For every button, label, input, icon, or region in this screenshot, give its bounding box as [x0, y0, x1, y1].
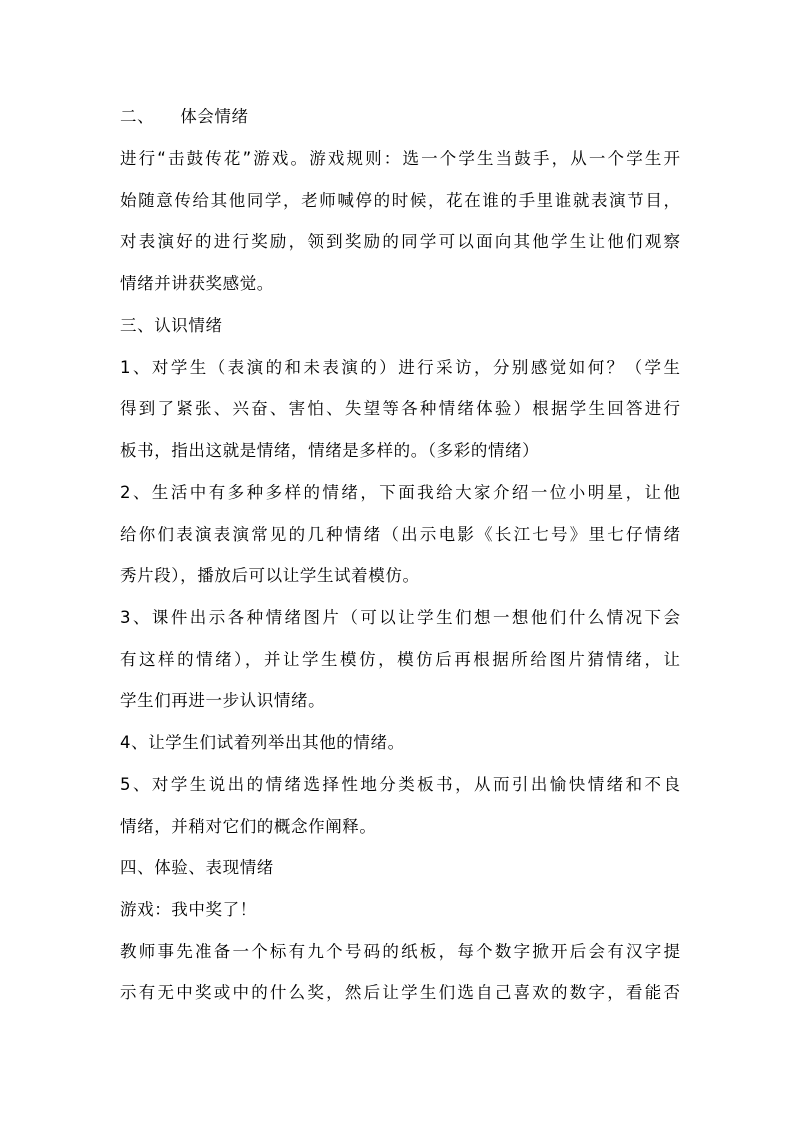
- list-item-line: 3、课件出示各种情绪图片（可以让学生们想一想他们什么情况下会: [120, 608, 680, 627]
- section-3-heading: 三、认识情绪: [120, 316, 223, 335]
- paragraph-line: 进行“击鼓传花”游戏。游戏规则：选一个学生当鼓手，从一个学生开: [120, 149, 680, 168]
- section-2-heading: [120, 106, 680, 128]
- list-item-line: 5、对学生说出的情绪选择性地分类板书，从而引出愉快情绪和不良: [120, 775, 680, 794]
- list-item-line: 情绪，并稍对它们的概念作阐释。: [120, 817, 377, 836]
- list-item-line: 4、让学生们试着列举出其他的情绪。: [120, 733, 405, 752]
- paragraph-line: 对表演好的进行奖励，领到奖励的同学可以面向其他学生让他们观察: [120, 232, 680, 251]
- paragraph-line: 示有无中奖或中的什么奖，然后让学生们选自己喜欢的数字，看能否: [120, 983, 680, 1002]
- paragraph-line: 情绪并讲获奖感觉。: [120, 274, 274, 293]
- list-item-line: 2、生活中有多种多样的情绪，下面我给大家介绍一位小明星，让他: [120, 483, 680, 502]
- game-title: 游戏：我中奖了！: [120, 900, 257, 919]
- list-item-line: 学生们再进一步认识情绪。: [120, 691, 326, 710]
- section-2-title: 体会情绪: [180, 107, 249, 126]
- list-item-line: 有这样的情绪），并让学生模仿，模仿后再根据所给图片猜情绪，让: [120, 650, 680, 669]
- section-4-heading: 四、体验、表现情绪: [120, 858, 274, 877]
- section-2-number: 二、: [120, 107, 155, 126]
- paragraph-line: 教师事先准备一个标有九个号码的纸板，每个数字掀开后会有汉字提: [120, 942, 680, 961]
- list-item-line: 1、对学生（表演的和未表演的）进行采访，分别感觉如何？（学生: [120, 358, 680, 377]
- list-item-line: 板书，指出这就是情绪，情绪是多样的。（多彩的情绪）: [120, 441, 540, 460]
- list-item-line: 给你们表演表演常见的几种情绪（出示电影《长江七号》里七仔情绪: [120, 525, 680, 544]
- paragraph-line: 始随意传给其他同学，老师喊停的时候，花在谁的手里谁就表演节目，: [120, 191, 680, 210]
- list-item-line: 得到了紧张、兴奋、害怕、失望等各种情绪体验）根据学生回答进行: [120, 399, 680, 418]
- list-item-line: 秀片段），播放后可以让学生试着模仿。: [120, 566, 420, 585]
